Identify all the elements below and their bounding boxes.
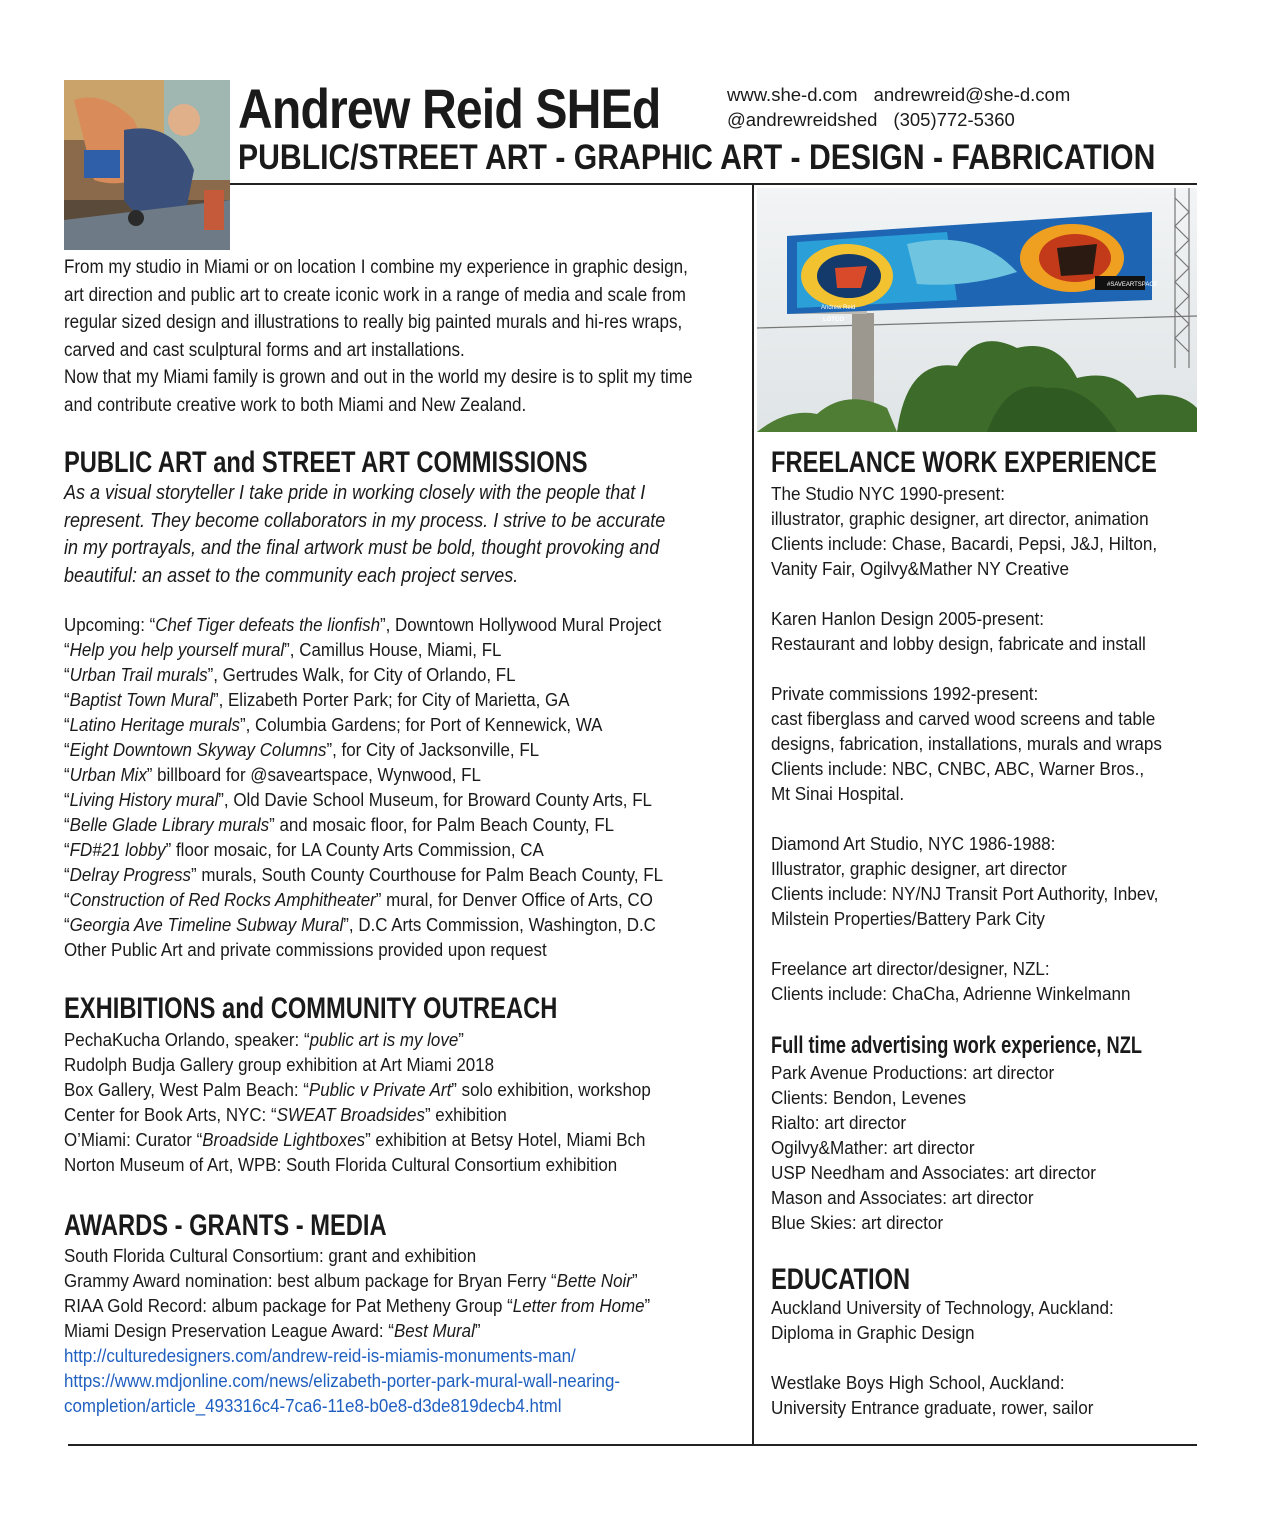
exhibition-item bbox=[64, 1027, 651, 1052]
freelance-line: cast fiberglass and carved wood screens and table bbox=[771, 708, 1156, 729]
fulltime-line: Park Avenue Productions: art director bbox=[771, 1062, 1055, 1083]
email-link[interactable]: andrewreid@she-d.com bbox=[873, 84, 1071, 105]
text-span: “ bbox=[64, 714, 70, 735]
text-span: Delray Progress bbox=[69, 864, 192, 885]
text-span: O’Miami: Curator “ bbox=[64, 1129, 203, 1150]
intro-line: From my studio in Miami or on location I combine my experience in graphic design, bbox=[64, 257, 688, 278]
freelance-line: Private commissions 1992-present: bbox=[771, 683, 1039, 704]
text-span: ”, for City of Jacksonville, FL bbox=[326, 739, 540, 760]
billboard-artist-credit: Andrew Reid bbox=[821, 305, 856, 311]
text-span: Box Gallery, West Palm Beach: “ bbox=[64, 1079, 309, 1100]
text-span: ”, Columbia Gardens; for Port of Kennewick, WA bbox=[239, 714, 603, 735]
text-span: Upcoming: “ bbox=[64, 614, 156, 635]
text-span: Construction of Red Rocks Amphitheater bbox=[69, 889, 376, 910]
fulltime-line: Mason and Associates: art director bbox=[771, 1187, 1034, 1208]
text-span: Rudolph Budja Gallery group exhibition at Art Miami 2018 bbox=[64, 1054, 495, 1075]
education-line: Diploma in Graphic Design bbox=[771, 1322, 975, 1343]
freelance-list bbox=[771, 481, 1162, 1006]
text-span: Letter from Home bbox=[512, 1295, 645, 1316]
text-span: public art is my love bbox=[309, 1029, 459, 1050]
text-span: Living History mural bbox=[69, 789, 219, 810]
fulltime-heading: Full time advertising work experience, NZL bbox=[771, 1032, 1142, 1059]
text-span: ” bbox=[474, 1320, 481, 1341]
freelance-line: Diamond Art Studio, NYC 1986-1988: bbox=[771, 833, 1056, 854]
text-span: ” murals, South County Courthouse for Palm Beach County, FL bbox=[191, 864, 664, 885]
bottom-divider bbox=[68, 1444, 1197, 1446]
billboard-photo bbox=[757, 188, 1197, 432]
text-span: ” bbox=[644, 1295, 651, 1316]
text-span: “ bbox=[64, 914, 70, 935]
statement-line: in my portrayals, and the final artwork must be bold, thought provoking and bbox=[64, 537, 660, 559]
exhibition-item bbox=[64, 1152, 651, 1177]
award-item bbox=[64, 1318, 650, 1343]
commission-item bbox=[64, 637, 663, 662]
education-line: University Entrance graduate, rower, sailor bbox=[771, 1397, 1094, 1418]
fulltime-line: USP Needham and Associates: art director bbox=[771, 1162, 1096, 1183]
top-divider bbox=[230, 183, 1197, 185]
intro-line: regular sized design and illustrations to really big painted murals and hi-res wraps, bbox=[64, 312, 683, 333]
text-span: ” mural, for Denver Office of Arts, CO bbox=[375, 889, 653, 910]
fulltime-line: Ogilvy&Mather: art director bbox=[771, 1137, 975, 1158]
intro-line: carved and cast sculptural forms and art installations. bbox=[64, 339, 465, 361]
intro-line: art direction and public art to create iconic work in a range of media and scale from bbox=[64, 284, 686, 306]
portrait-artwork-image bbox=[64, 80, 230, 250]
media-link-culturedesigners[interactable]: http://culturedesigners.com/andrew-reid-is-miamis-monuments-man/ bbox=[64, 1345, 576, 1366]
text-span: “ bbox=[64, 689, 70, 710]
freelance-line: Clients include: Chase, Bacardi, Pepsi, J&J, Hilton, bbox=[771, 533, 1158, 554]
text-span: “ bbox=[64, 639, 70, 660]
commission-item bbox=[64, 887, 663, 912]
freelance-line: Mt Sinai Hospital. bbox=[771, 783, 905, 804]
freelance-line: Restaurant and lobby design, fabricate and install bbox=[771, 633, 1146, 654]
text-span: ” floor mosaic, for LA County Arts Commission, CA bbox=[165, 839, 544, 860]
commission-item bbox=[64, 912, 663, 937]
text-span: Urban Mix bbox=[69, 764, 147, 785]
exhibition-item bbox=[64, 1102, 651, 1127]
freelance-line: Clients include: ChaCha, Adrienne Winkelmann bbox=[771, 983, 1131, 1004]
commission-item bbox=[64, 612, 663, 637]
education-line: Westlake Boys High School, Auckland: bbox=[771, 1372, 1065, 1393]
freelance-line: Illustrator, graphic designer, art director bbox=[771, 858, 1067, 879]
text-span: Center for Book Arts, NYC: “ bbox=[64, 1104, 277, 1125]
text-span: “ bbox=[64, 764, 70, 785]
freelance-line: Clients include: NY/NJ Transit Port Authority, Inbev, bbox=[771, 883, 1159, 904]
awards-list bbox=[64, 1243, 650, 1418]
text-span: Baptist Town Mural bbox=[69, 689, 213, 710]
freelance-line: Clients include: NBC, CNBC, ABC, Warner Bros., bbox=[771, 758, 1145, 779]
media-link-mdjonline-cont[interactable]: completion/article_493316c4-7ca6-11e8-b0e8-d3de819decb4.html bbox=[64, 1395, 562, 1416]
fulltime-line: Clients: Bendon, Levenes bbox=[771, 1087, 967, 1108]
statement-line: represent. They become collaborators in my process. I strive to be accurate bbox=[64, 509, 666, 532]
commission-item bbox=[64, 837, 663, 862]
exhibition-item bbox=[64, 1127, 651, 1152]
statement-line: beautiful: an asset to the community each project serves. bbox=[64, 564, 519, 587]
freelance-line: Freelance art director/designer, NZL: bbox=[771, 958, 1050, 979]
text-span: Miami Design Preservation League Award: “ bbox=[64, 1320, 394, 1341]
tagline: PUBLIC/STREET ART - GRAPHIC ART - DESIGN - FABRICATION bbox=[238, 138, 1156, 177]
intro-line: Now that my Miami family is grown and out in the world my desire is to split my time bbox=[64, 367, 693, 388]
text-span: “ bbox=[64, 664, 70, 685]
commission-item bbox=[64, 662, 663, 687]
exhibitions-list bbox=[64, 1027, 651, 1177]
education-heading: EDUCATION bbox=[771, 1263, 911, 1296]
awards-heading: AWARDS - GRANTS - MEDIA bbox=[64, 1209, 387, 1242]
text-span: “ bbox=[64, 789, 70, 810]
commissions-list bbox=[64, 612, 663, 962]
freelance-line: Milstein Properties/Battery Park City bbox=[771, 908, 1045, 929]
freelance-line: Karen Hanlon Design 2005-present: bbox=[771, 608, 1045, 629]
text-span: Chef Tiger defeats the lionfish bbox=[155, 614, 381, 635]
text-span: ”, Old Davie School Museum, for Broward County Arts, FL bbox=[218, 789, 652, 810]
text-span: ” exhibition at Betsy Hotel, Miami Bch bbox=[365, 1129, 646, 1150]
education-list bbox=[771, 1295, 1114, 1420]
text-span: Eight Downtown Skyway Columns bbox=[69, 739, 327, 760]
education-line: Auckland University of Technology, Auckland: bbox=[771, 1297, 1114, 1318]
freelance-heading: FREELANCE WORK EXPERIENCE bbox=[771, 446, 1157, 479]
commission-item bbox=[64, 712, 663, 737]
award-item bbox=[64, 1268, 650, 1293]
text-span: ”, Downtown Hollywood Mural Project bbox=[380, 614, 662, 635]
text-span: RIAA Gold Record: album package for Pat Metheny Group “ bbox=[64, 1295, 513, 1316]
text-span: ” billboard for @saveartspace, Wynwood, FL bbox=[146, 764, 481, 785]
billboard-hashtag: #SAVEARTSPACE bbox=[1107, 282, 1158, 288]
text-span: South Florida Cultural Consortium: grant and exhibition bbox=[64, 1245, 477, 1266]
freelance-line: designs, fabrication, installations, murals and wraps bbox=[771, 733, 1162, 754]
text-span: Norton Museum of Art, WPB: South Florida Cultural Consortium exhibition bbox=[64, 1154, 618, 1175]
text-span: ”, Elizabeth Porter Park; for City of Marietta, GA bbox=[212, 689, 570, 710]
commission-item bbox=[64, 737, 663, 762]
commission-item bbox=[64, 787, 663, 812]
exhibitions-heading: EXHIBITIONS and COMMUNITY OUTREACH bbox=[64, 992, 558, 1025]
text-span: “ bbox=[64, 814, 70, 835]
commission-item bbox=[64, 937, 663, 962]
text-span: ” solo exhibition, workshop bbox=[451, 1079, 651, 1100]
intro-line: and contribute creative work to both Miami and New Zealand. bbox=[64, 394, 527, 416]
billboard-brand: LOTCO bbox=[823, 317, 844, 323]
award-item bbox=[64, 1293, 650, 1318]
text-span: “ bbox=[64, 889, 70, 910]
intro-paragraph bbox=[64, 254, 692, 419]
website-link[interactable]: www.she-d.com bbox=[727, 84, 858, 105]
public-art-statement bbox=[64, 480, 665, 590]
award-item bbox=[64, 1243, 650, 1268]
fulltime-line: Rialto: art director bbox=[771, 1112, 907, 1133]
text-span: SWEAT Broadsides bbox=[276, 1104, 425, 1125]
column-divider bbox=[752, 185, 754, 1445]
fulltime-line: Blue Skies: art director bbox=[771, 1212, 944, 1233]
text-span: “ bbox=[64, 739, 70, 760]
text-span: ”, Gertrudes Walk, for City of Orlando, FL bbox=[207, 664, 516, 685]
phone-number: (305)772-5360 bbox=[893, 109, 1015, 130]
text-span: Other Public Art and private commissions provided upon request bbox=[64, 939, 547, 960]
text-span: Public v Private Art bbox=[308, 1079, 452, 1100]
text-span: “ bbox=[64, 839, 70, 860]
freelance-line: The Studio NYC 1990-present: bbox=[771, 483, 1006, 504]
text-span: Grammy Award nomination: best album package for Bryan Ferry “ bbox=[64, 1270, 557, 1291]
statement-line: As a visual storyteller I take pride in working closely with the people that I bbox=[64, 482, 646, 504]
commission-item bbox=[64, 862, 663, 887]
text-span: Broadside Lightboxes bbox=[202, 1129, 366, 1150]
text-span: Help you help yourself mural bbox=[69, 639, 285, 660]
public-art-heading: PUBLIC ART and STREET ART COMMISSIONS bbox=[64, 446, 588, 479]
text-span: Bette Noir bbox=[556, 1270, 632, 1291]
artist-name: Andrew Reid SHEd bbox=[238, 77, 661, 140]
commission-item bbox=[64, 762, 663, 787]
commission-item bbox=[64, 687, 663, 712]
text-span: ” bbox=[631, 1270, 638, 1291]
exhibition-item bbox=[64, 1052, 651, 1077]
text-span: “ bbox=[64, 864, 70, 885]
contact-block bbox=[727, 82, 1070, 132]
text-span: ” bbox=[458, 1029, 464, 1050]
commission-item bbox=[64, 812, 663, 837]
text-span: Best Mural bbox=[393, 1320, 475, 1341]
text-span: ” exhibition bbox=[424, 1104, 507, 1125]
text-span: ” and mosaic floor, for Palm Beach County, FL bbox=[269, 814, 615, 835]
text-span: ”, Camillus House, Miami, FL bbox=[284, 639, 502, 660]
fulltime-list bbox=[771, 1060, 1096, 1235]
text-span: Latino Heritage murals bbox=[69, 714, 240, 735]
text-span: ”, D.C Arts Commission, Washington, D.C bbox=[343, 914, 656, 935]
text-span: Georgia Ave Timeline Subway Mural bbox=[69, 914, 344, 935]
social-handle[interactable]: @andrewreidshed bbox=[727, 109, 878, 130]
media-link-mdjonline[interactable]: https://www.mdjonline.com/news/elizabeth-porter-park-mural-wall-nearing- bbox=[64, 1370, 621, 1391]
freelance-line: Vanity Fair, Ogilvy&Mather NY Creative bbox=[771, 558, 1069, 579]
exhibition-item bbox=[64, 1077, 651, 1102]
text-span: FD#21 lobby bbox=[69, 839, 166, 860]
text-span: Belle Glade Library murals bbox=[69, 814, 270, 835]
text-span: PechaKucha Orlando, speaker: “ bbox=[64, 1029, 310, 1050]
text-span: Urban Trail murals bbox=[69, 664, 208, 685]
freelance-line: illustrator, graphic designer, art director, animation bbox=[771, 508, 1149, 529]
